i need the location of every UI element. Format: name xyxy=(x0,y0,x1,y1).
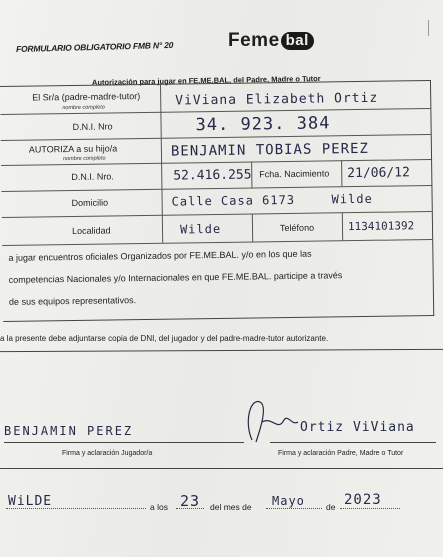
child-dni-label: D.N.I. Nro. xyxy=(71,171,114,183)
column-divider xyxy=(342,212,343,240)
corner-mark xyxy=(428,20,429,36)
paragraph-line-2: competencias Nacionales y/o Internacionales en que FE.ME.BAL. participe a través xyxy=(8,270,343,285)
locality-value: Wilde xyxy=(179,221,222,237)
parent-dni-value: 34. 923. 384 xyxy=(195,113,331,136)
parent-dni-label: D.N.I. Nro xyxy=(72,121,113,132)
parent-signature-line xyxy=(270,442,436,443)
month-dotted-line xyxy=(266,508,322,509)
column-divider xyxy=(341,160,342,186)
parent-name-caption: nombre completo xyxy=(62,104,105,112)
logo-text: Feme xyxy=(228,30,280,51)
row-divider xyxy=(2,239,432,246)
birth-date-label: Fcha. Nacimiento xyxy=(259,168,330,180)
signature-box-bottom xyxy=(0,468,443,469)
child-authorization-label: AUTORIZA a su hijo/a xyxy=(28,143,118,155)
phone-value: 1134101392 xyxy=(347,219,415,234)
phone-label: Teléfono xyxy=(279,222,315,234)
month-value: Mayo xyxy=(272,494,305,508)
player-clarification: BENJAMIN PEREZ xyxy=(4,424,134,438)
a-los-label: a los xyxy=(150,502,168,512)
parent-label: El Sr/a (padre-madre-tutor) xyxy=(32,91,141,103)
de-label: de xyxy=(326,502,336,512)
child-name-value: BENJAMIN TOBIAS PEREZ xyxy=(170,140,370,160)
player-signature-caption: Firma y aclaración Jugador/a xyxy=(62,450,153,457)
authorization-title: Autorización para jugar en FE.ME.BAL, del Padre, Madre o Tutor xyxy=(91,74,321,87)
del-mes-de-label: del mes de xyxy=(210,502,252,512)
row-divider xyxy=(2,211,432,218)
year-dotted-line xyxy=(340,508,400,509)
child-dni-value: 52.416.255 xyxy=(173,167,252,184)
day-value: 23 xyxy=(180,492,201,510)
paragraph-line-3: de sus equipos representativos. xyxy=(8,295,137,307)
day-dotted-line xyxy=(176,508,204,509)
birth-date-value: 21/06/12 xyxy=(347,165,410,182)
femebal-logo xyxy=(228,30,314,52)
place-value: WiLDE xyxy=(8,494,53,509)
child-name-caption: nombre completo xyxy=(62,155,106,163)
locality-label: Localidad xyxy=(71,225,111,237)
form-label: FORMULARIO OBLIGATORIO FMB N° 20 xyxy=(15,39,174,55)
address-city: Wilde xyxy=(331,191,373,207)
player-signature-line xyxy=(4,442,244,443)
attachment-note: a la presente debe adjuntarse copia de DNI, del jugador y del padre-madre-tutor autorizante. xyxy=(0,334,329,343)
parent-signature-caption: Firma y aclaración Padre, Madre o Tutor xyxy=(278,450,404,457)
logo-pill: bal xyxy=(281,32,314,50)
column-divider xyxy=(252,213,253,241)
address-value: Calle Casa 6173 xyxy=(171,192,296,209)
paragraph-line-1: a jugar encuentros oficiales Organizados por FE.ME.BAL. y/o en los que las xyxy=(8,248,312,263)
signature-box-top xyxy=(0,349,443,352)
year-value: 2023 xyxy=(344,492,382,508)
place-dotted-line xyxy=(6,508,146,509)
authorization-table xyxy=(0,80,434,322)
address-label: Domicilio xyxy=(71,197,109,209)
parent-name-value: ViViana Elizabeth Ortiz xyxy=(175,90,379,109)
parent-clarification: Ortiz ViViana xyxy=(300,420,415,435)
